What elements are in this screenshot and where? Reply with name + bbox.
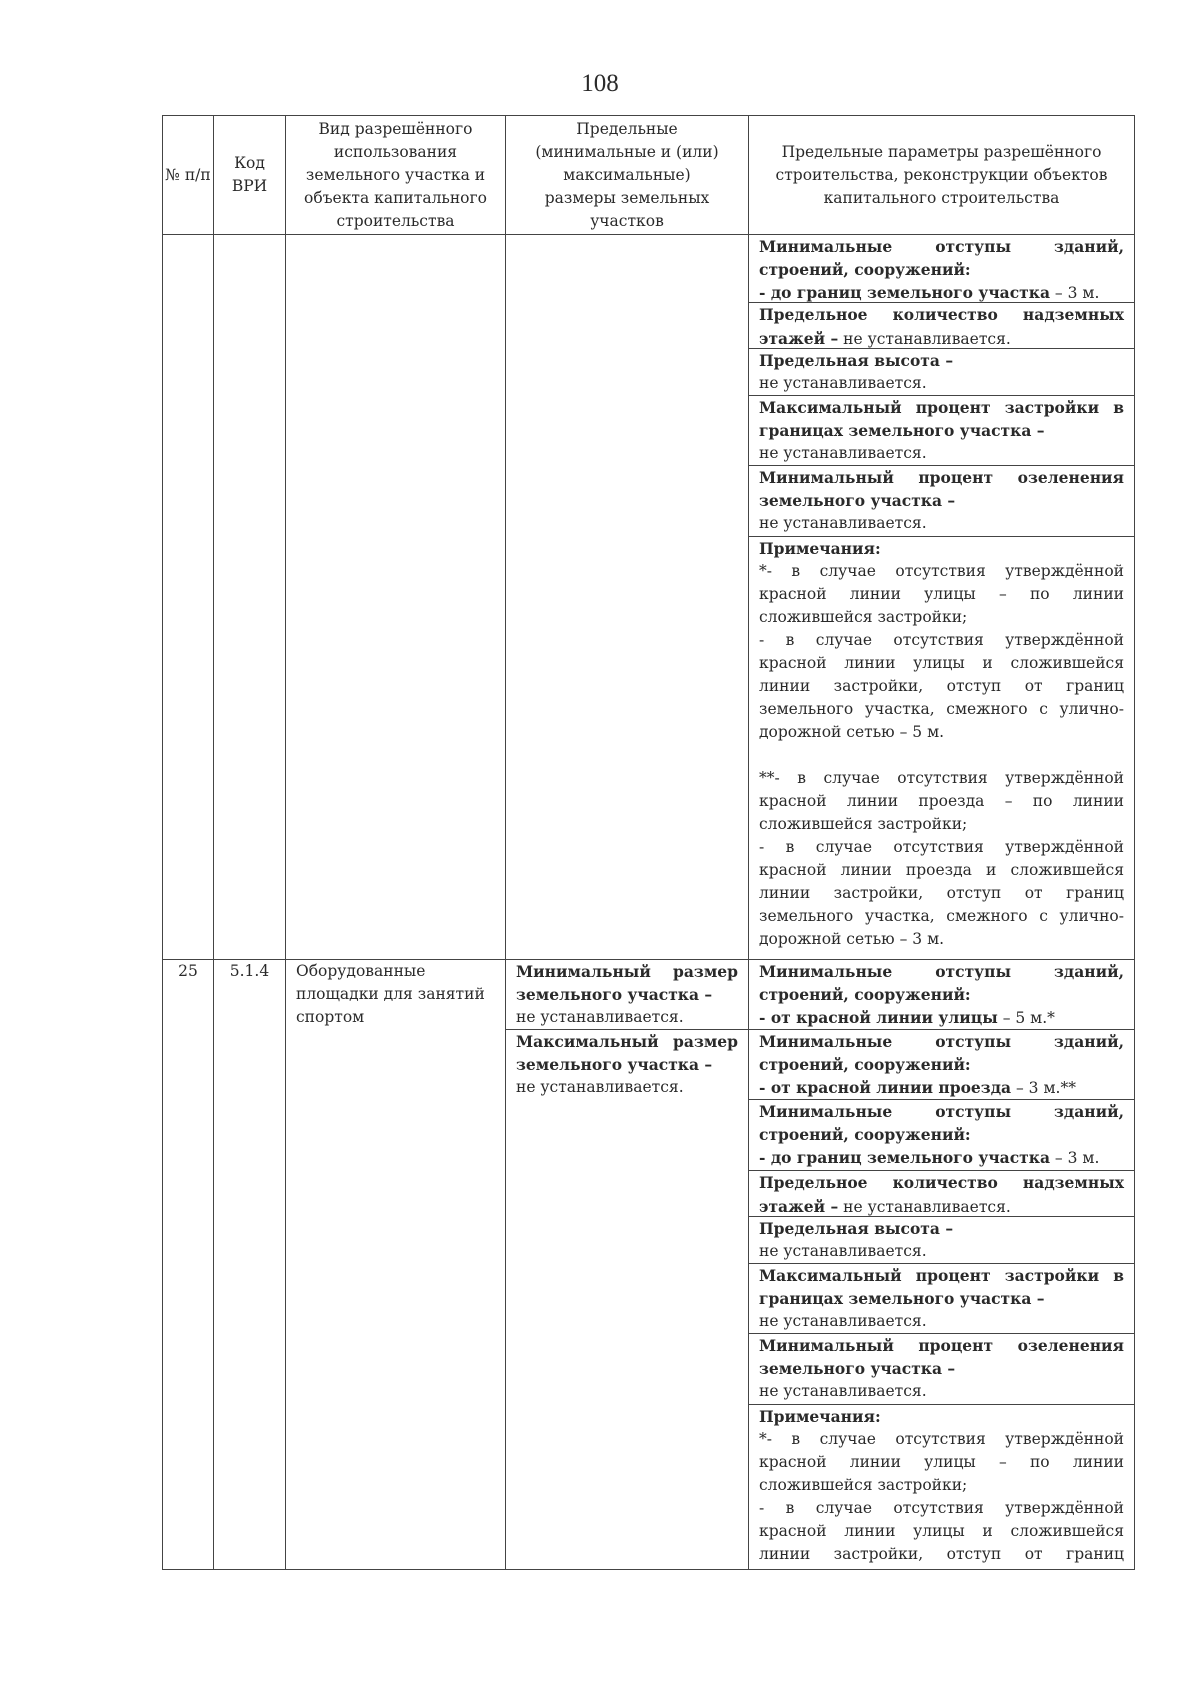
- param-notes: Примечания: *- в случае отсутствия утверждённой красной линии улицы – по линии сложившейся застройки; - в случае отсутствия утверждённой красной линии улицы и сложившейся линии застройки, отступ от границ земельного участка, смежного с улично-дорожной сетью – 5 м. **- в случае отсутствия утверждённой красной линии проезда – по линии сложившейся застройки; - в случае отсутствия утверждённой красной линии проезда и сложившейся линии застройки, отступ от границ земельного участка, смежного с улично-дорожной сетью – 3 м.: [759, 539, 1124, 948]
- col-divider: [285, 116, 286, 1569]
- regulations-table: [162, 115, 1135, 1570]
- param-setbacks-street: Минимальные отступы зданий, строений, сооружений: - от красной линии улицы – 5 м.*: [759, 962, 1124, 1027]
- header-number: № п/п: [165, 165, 211, 184]
- header-use-type: Вид разрешённого использования земельного участка и объекта капитального строительства: [304, 119, 487, 230]
- param-green-percent: Минимальный процент озеленения земельного участка – не устанавливается.: [759, 468, 1124, 532]
- param-height: Предельная высота – не устанавливается.: [759, 351, 954, 392]
- param-build-percent: Максимальный процент застройки в границах земельного участка – не устанавливается.: [759, 1266, 1124, 1330]
- param-notes: Примечания: *- в случае отсутствия утверждённой красной линии улицы – по линии сложившейся застройки; - в случае отсутствия утверждённой красной линии улицы и сложившейся линии застройки, отступ от границ: [759, 1407, 1124, 1563]
- param-setbacks-boundary: Минимальные отступы зданий, строений, сооружений: - до границ земельного участка – 3 м.: [759, 237, 1124, 302]
- col-divider: [505, 116, 506, 1569]
- row-code: 5.1.4: [229, 962, 270, 980]
- header-plot-size: Предельные (минимальные и (или) максимальные) размеры земельных участков: [535, 119, 719, 230]
- col-divider: [213, 116, 214, 1569]
- header-code: Код ВРИ: [231, 154, 268, 195]
- page-number: 108: [581, 70, 619, 97]
- param-build-percent: Максимальный процент застройки в границах земельного участка – не устанавливается.: [759, 398, 1124, 462]
- row-use-name: Оборудованные площадки для занятий спортом: [296, 962, 485, 1026]
- size-min: Минимальный размер земельного участка – не устанавливается.: [516, 962, 738, 1026]
- param-setbacks-passage: Минимальные отступы зданий, строений, сооружений: - от красной линии проезда – 3 м.**: [759, 1032, 1124, 1097]
- param-floors: Предельное количество надземных этажей – не устанавливается.: [759, 1173, 1124, 1216]
- param-setbacks-boundary: Минимальные отступы зданий, строений, сооружений: - до границ земельного участка – 3 м.: [759, 1102, 1124, 1167]
- param-floors: Предельное количество надземных этажей – не устанавливается.: [759, 305, 1124, 348]
- header-parameters: Предельные параметры разрешённого строительства, реконструкции объектов капитального строительства: [775, 142, 1108, 207]
- param-height: Предельная высота – не устанавливается.: [759, 1219, 954, 1260]
- size-max: Максимальный размер земельного участка – не устанавливается.: [516, 1032, 738, 1096]
- row-number: 25: [178, 962, 198, 980]
- param-green-percent: Минимальный процент озеленения земельного участка – не устанавливается.: [759, 1336, 1124, 1400]
